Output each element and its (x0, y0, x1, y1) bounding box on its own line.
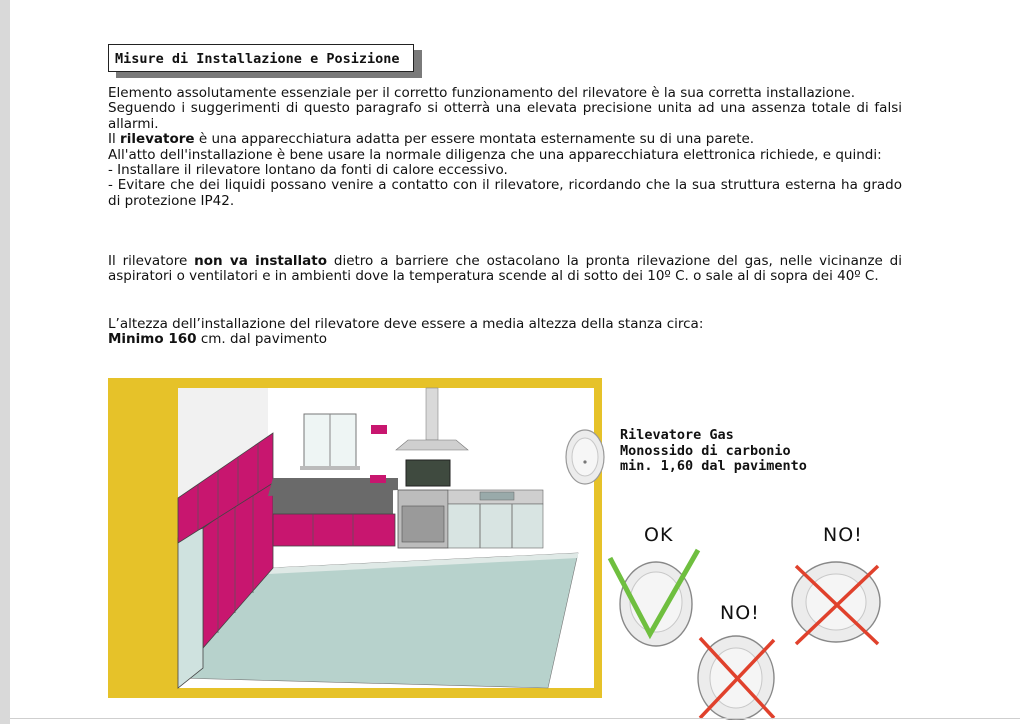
ok-label: OK (644, 524, 674, 546)
not-install-paragraph: Il rilevatore non va installato dietro a barriere che ostacolano la pronta rilevazione del gas, nelle vicinanze di aspiratori o ventilatori e in ambienti dove la temperatura scende al di sotto dei 10º C. o sale al di sopra dei 40º C. (108, 253, 903, 285)
correct-position-example (606, 546, 702, 650)
installation-paragraph (108, 86, 902, 209)
minimum-height: Minimo 160 cm. dal pavimento (108, 331, 328, 348)
device-sentence: Il rilevatore è una apparecchiatura adatta per essere montata esternamente su di una parete. (108, 131, 755, 148)
page-left-edge (0, 0, 10, 724)
diligence-line: All'atto dell'installazione è bene usare la normale diligenza che una apparecchiatura elettronica richiede, e quindi: (108, 146, 882, 163)
rule-heat: - Installare il rilevatore lontano da fonti di calore eccessivo. (108, 162, 508, 179)
device-term: rilevatore (120, 131, 195, 148)
intro-line-1: Elemento assolutamente essenziale per il corretto funzionamento del rilevatore è la sua corretta installazione. (108, 85, 855, 101)
intro-line-2: Seguendo i suggerimenti di questo paragrafo si otterrà una elevata precisione unita ad una assenza totale di falsi allarmi. (108, 100, 902, 132)
section-title: Misure di Installazione e Posizione (108, 44, 414, 72)
gas-detector-icon (564, 428, 606, 486)
no-label-bottom: NO! (720, 602, 760, 624)
kitchen-illustration (108, 378, 602, 698)
rule-liquids: - Evitare che dei liquidi possano venire a contatto con il rilevatore, ricordando che la sua struttura esterna ha grado di protezione IP42. (108, 177, 902, 209)
wrong-position-example-bottom (694, 628, 778, 720)
detector-label: Rilevatore Gas Monossido di carbonio min. 1,60 dal pavimento (620, 427, 807, 474)
no-label-right: NO! (823, 524, 863, 546)
not-install-emphasis: non va installato (194, 253, 328, 269)
height-line: L’altezza dell’installazione del rilevatore deve essere a media altezza della stanza circa: (108, 316, 704, 332)
height-paragraph (108, 317, 902, 348)
page-bottom-rule (10, 718, 1020, 719)
wrong-position-example-right (788, 560, 886, 650)
